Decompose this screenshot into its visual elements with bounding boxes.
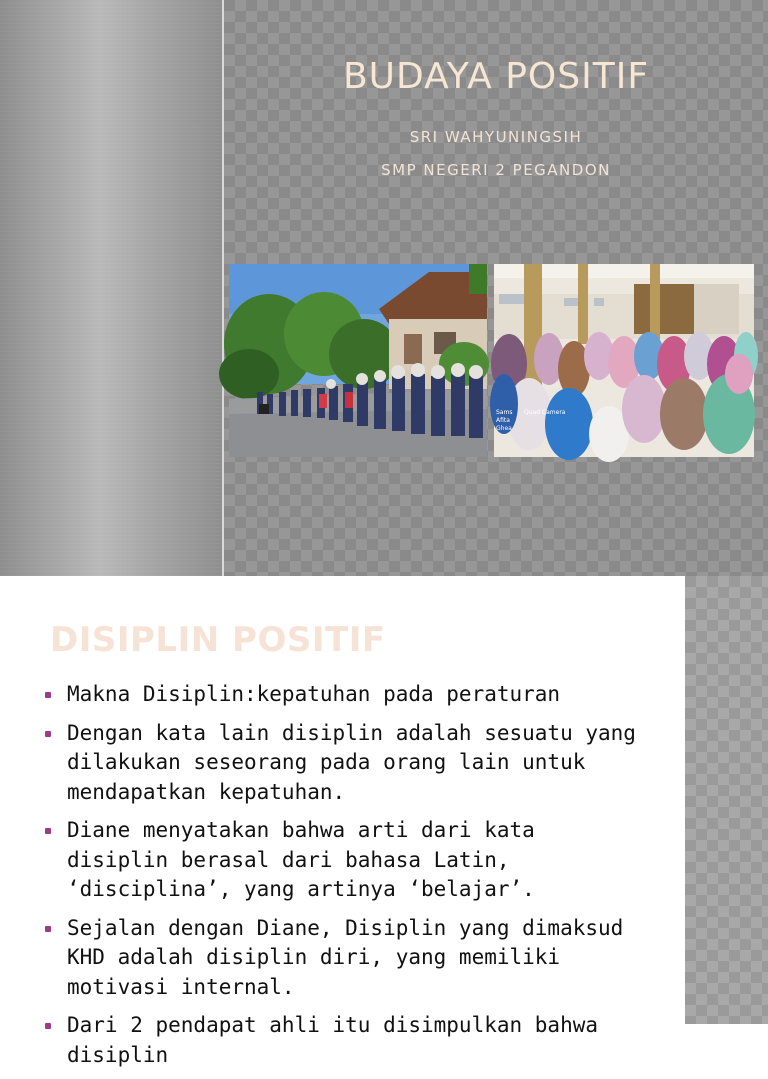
photo-students-walking [229,264,487,457]
list-item [40,1011,640,1070]
list-item [40,719,640,808]
bullet-text: Dengan kata lain disiplin adalah sesuatu yang dilakukan seseorang pada orang lain untuk mendapatkan kepatuhan. [67,720,636,804]
bullet-text: Dari 2 pendapat ahli itu disimpulkan bahwa disiplin [67,1013,599,1067]
slide-title-text: BUDAYA POSITIF [342,56,650,97]
bullet-text: Sejalan dengan Diane, Disiplin yang dimaksud KHD adalah disiplin diri, yang memiliki motivasi internal. [67,915,624,999]
bullet-text: Diane menyatakan bahwa arti dari kata disiplin berasal dari bahasa Latin, ‘disciplina’, yang artinya ‘belajar’. [67,818,535,901]
photo-watermark-text: Afita [496,417,510,424]
photo-watermark-text: Ghea [496,425,512,432]
school-name: SMP NEGERI 2 PEGANDON [381,161,611,179]
list-item [40,680,640,710]
bullet-icon [45,1023,51,1029]
list-item [40,914,640,1003]
photo-watermark-text: Sams [496,409,513,416]
photo-watermark-text: Quad Camera [524,409,566,416]
author-name: SRI WAHYUNINGSIH [409,128,583,146]
bullet-text: Makna Disiplin:kepatuhan pada peraturan [67,682,561,706]
photo-prayer-gathering [494,264,754,457]
bullet-icon [45,926,51,932]
bullet-icon [45,692,51,698]
slide-left-panel [0,0,222,576]
list-item [40,816,640,905]
bullet-list [40,680,640,1079]
slide2-title: DISIPLIN POSITIF [50,620,386,660]
bullet-icon [45,731,51,737]
slide-side-stripe [685,576,768,1024]
slide-disiplin [0,576,768,1067]
bullet-icon [45,828,51,834]
